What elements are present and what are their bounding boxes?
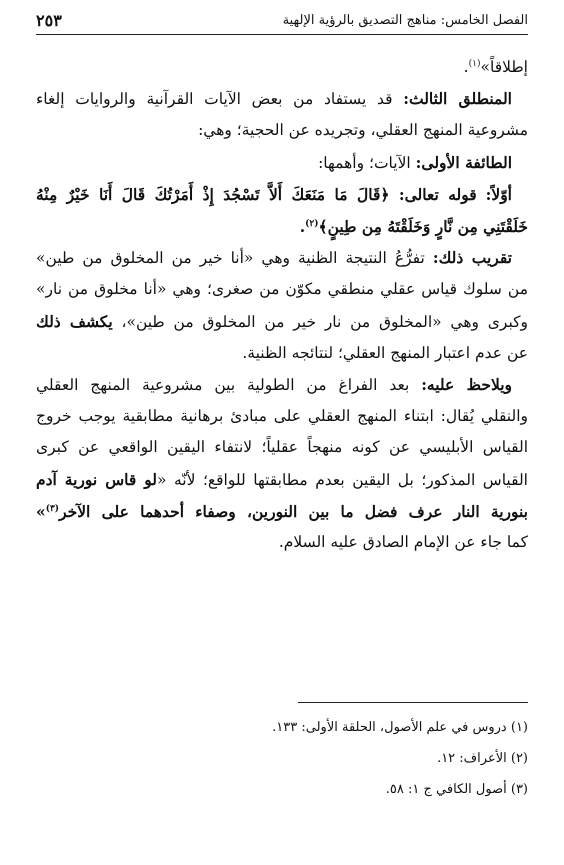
text-line: القياس المذكور؛ بل اليقين بعدم مطابقتها للواقع؛ لأنّه «لو قاس نورية آدم bbox=[36, 469, 528, 489]
running-title: الفصل الخامس: مناهج التصديق بالرؤية الإلهية bbox=[282, 12, 528, 28]
section-heading: الطائفة الأولى: bbox=[415, 152, 512, 172]
footnote-ref: (٣) bbox=[45, 503, 60, 514]
section-heading: ويلاحظ عليه: bbox=[421, 375, 512, 395]
paragraph-start: ويلاحظ عليه: بعد الفراغ من الطولية بين مشروعية المنهج العقلي bbox=[36, 375, 512, 395]
footnote: (٢) الأعراف: ١٢. bbox=[437, 751, 528, 766]
footnote-rule bbox=[298, 702, 528, 703]
footnotes bbox=[36, 712, 528, 805]
paragraph-start: الطائفة الأولى: الآيات؛ وأهمها: bbox=[318, 152, 512, 172]
footnote: (١) دروس في علم الأصول، الحلقة الأولى: ١٣٣. bbox=[272, 720, 528, 735]
text-line: وكبرى وهي «المخلوق من نار خير من المخلوق من طين»، يكشف ذلك bbox=[36, 311, 528, 331]
hadith-quote: بنورية النار عرف فضل ما بين النورين، وصفاء أحدهما على الآخر$^{(٣)}$» bbox=[36, 501, 528, 521]
text-line: إطلاقاً»$^{(١)}$. bbox=[463, 58, 528, 76]
section-heading: تقريب ذلك: bbox=[432, 248, 513, 268]
paragraph-start: المنطلق الثالث: قد يستفاد من بعض الآيات القرآنية والروايات إلغاء bbox=[36, 89, 512, 109]
body-text bbox=[36, 52, 528, 558]
text-line: مشروعية المنهج العقلي، وتجريده عن الحجية؛ وهي: bbox=[198, 121, 528, 140]
text-line: كما جاء عن الإمام الصادق عليه السلام. bbox=[278, 533, 528, 552]
footnote-ref: (١) bbox=[468, 58, 481, 69]
page-header bbox=[36, 8, 528, 32]
section-heading: أوّلاً: bbox=[485, 184, 512, 204]
text-line: من سلوك قياس عقلي منطقي مكوّن من صغرى؛ وهي «أنا مخلوق من نار» bbox=[36, 280, 528, 299]
paragraph-start bbox=[36, 179, 528, 211]
footnote: (٣) أصول الكافي ج ١: ٥٨. bbox=[385, 782, 528, 797]
footnote-ref: (٢) bbox=[305, 218, 319, 229]
section-heading: المنطلق الثالث: bbox=[403, 89, 512, 109]
text-line: القياس الأبليسي عن كونه منهجاً عقلياً؛ لانتفاء اليقين الواقعي عن كبرى bbox=[36, 438, 528, 457]
quran-verse: خَلَقْتَنِي مِن نَّارٍ وَخَلَقْتَهُ مِن طِينٍ﴾$^{(٢)}$. bbox=[299, 217, 528, 237]
page-number: ٢٥٣ bbox=[36, 10, 62, 30]
text-line: عن عدم اعتبار المنهج العقلي؛ لنتائجه الظنية. bbox=[242, 343, 528, 362]
paragraph-start: تقريب ذلك: تفرُّعُ النتيجة الظنية وهي «أنا خير من المخلوق من طين» bbox=[36, 248, 513, 268]
text-line: والنقلي يُقال: ابتناء المنهج العقلي على مبادئ برهانية مطابقية يوجب خروج bbox=[36, 407, 528, 426]
header-rule bbox=[36, 34, 528, 35]
quran-verse: قوله تعالى: ﴿قَالَ مَا مَنَعَكَ أَلاَّ تَسْجُدَ إِذْ أَمَرْتُكَ قَالَ أَنَا خَيْرٌ مِنْهُ bbox=[36, 184, 477, 204]
